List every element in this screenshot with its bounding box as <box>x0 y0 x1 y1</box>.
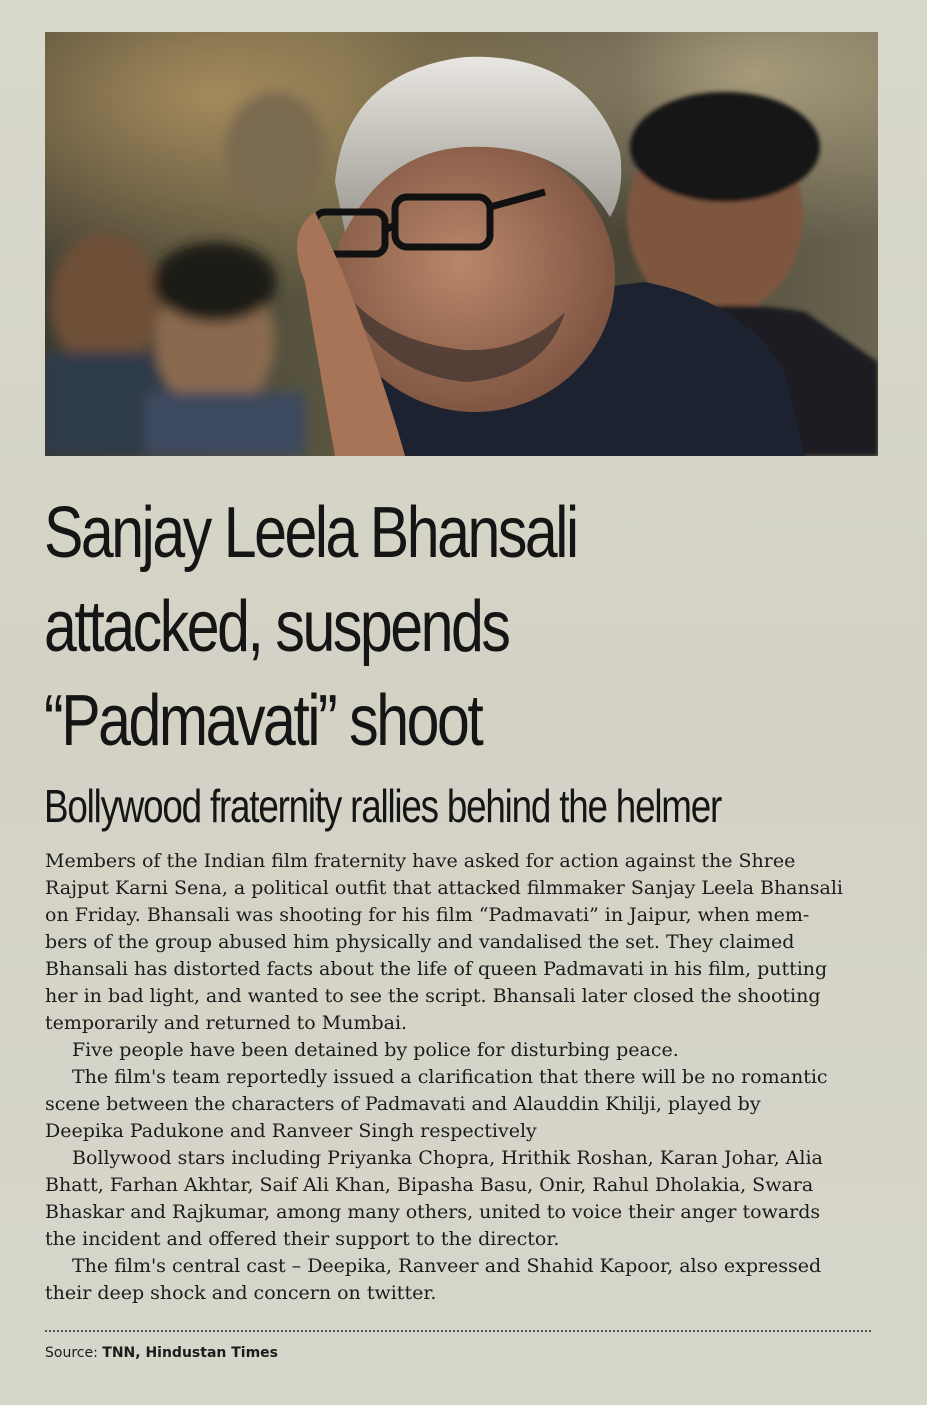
body-line: Deepika Padukone and Ranveer Singh respectively <box>45 1120 537 1142</box>
body-line: The film's central cast – Deepika, Ranveer and Shahid Kapoor, also expressed <box>72 1255 822 1277</box>
source-label: Source: <box>45 1345 103 1361</box>
body-line: Members of the Indian film fraternity have asked for action against the Shree <box>45 850 796 872</box>
body-line: their deep shock and concern on twitter. <box>45 1282 437 1304</box>
headline-line-2: attacked, suspends <box>44 587 509 667</box>
headline-line-1: Sanjay Leela Bhansali <box>44 493 577 573</box>
body-line: on Friday. Bhansali was shooting for his film “Padmavati” in Jaipur, when mem- <box>45 904 810 926</box>
body-line: Rajput Karni Sena, a political outfit that attacked filmmaker Sanjay Leela Bhansali <box>45 877 843 899</box>
article-body <box>45 848 877 1307</box>
body-line: Bollywood stars including Priyanka Chopra, Hrithik Roshan, Karan Johar, Alia <box>72 1147 823 1169</box>
body-line: Bhaskar and Rajkumar, among many others, united to voice their anger towards <box>45 1201 821 1223</box>
body-line: Bhansali has distorted facts about the life of queen Padmavati in his film, putting <box>45 958 828 980</box>
source-value: TNN, Hindustan Times <box>102 1345 278 1361</box>
body-line: The film's team reportedly issued a clarification that there will be no romantic <box>72 1066 828 1088</box>
body-line: Five people have been detained by police for disturbing peace. <box>72 1039 679 1061</box>
body-line: the incident and offered their support to the director. <box>45 1228 560 1250</box>
headline <box>44 486 733 768</box>
headline-line-3: “Padmavati” shoot <box>44 681 482 761</box>
body-line: scene between the characters of Padmavati and Alauddin Khilji, played by <box>45 1093 761 1115</box>
source-credit <box>45 1345 278 1361</box>
body-line: bers of the group abused him physically and vandalised the set. They claimed <box>45 931 795 953</box>
body-line: her in bad light, and wanted to see the script. Bhansali later closed the shooting <box>45 985 821 1007</box>
body-line: Bhatt, Farhan Akhtar, Saif Ali Khan, Bipasha Basu, Onir, Rahul Dholakia, Swara <box>45 1174 814 1196</box>
article-photo <box>45 32 878 456</box>
body-line: temporarily and returned to Mumbai. <box>45 1012 408 1034</box>
dotted-divider <box>45 1330 871 1332</box>
subheadline: Bollywood fraternity rallies behind the helmer <box>44 780 722 832</box>
